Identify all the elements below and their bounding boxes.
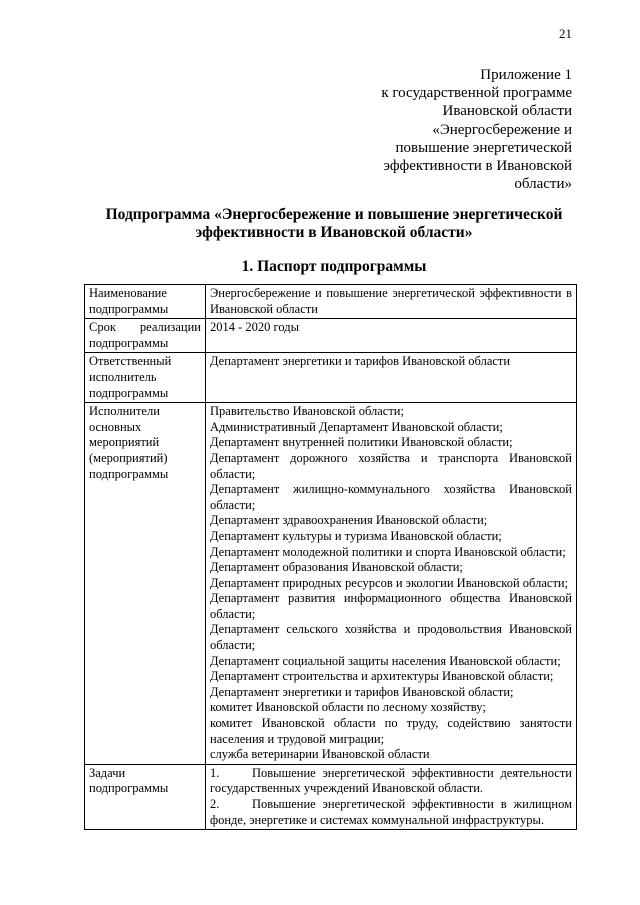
task-number: 2.: [210, 797, 220, 811]
task-number: 1.: [210, 765, 220, 780]
table-row: [85, 353, 577, 403]
table-row: [85, 764, 577, 829]
row-label: Задачи подпрограммы: [85, 764, 206, 829]
list-item: Департамент культуры и туризма Ивановской области;: [210, 528, 502, 543]
row-value: 2014 - 2020 годы: [206, 319, 577, 353]
list-item: [210, 766, 572, 797]
appendix-line: Ивановской области: [442, 103, 572, 120]
subprogram-title-line: эффективности в Ивановской области»: [195, 224, 473, 241]
appendix-line: области»: [514, 176, 572, 193]
appendix-line: эффективности в Ивановской: [383, 158, 572, 175]
row-value: Департамент энергетики и тарифов Ивановской области: [206, 353, 577, 403]
list-item: Департамент здравоохранения Ивановской области;: [210, 513, 488, 528]
task-text: Повышение энергетической эффективности в жилищном фонде, энергетике и системах коммунальной инфраструктуры.: [210, 797, 572, 827]
list-item: комитет Ивановской области по лесному хозяйству;: [210, 700, 486, 715]
row-label: Срок реализации подпрограммы: [85, 319, 206, 353]
appendix-line: к государственной программе: [381, 85, 572, 102]
list-item: Департамент жилищно-коммунального хозяйства Ивановской области;: [210, 482, 572, 512]
subprogram-title-line: Подпрограмма «Энергосбережение и повышение энергетической: [105, 206, 563, 223]
list-item: Департамент развития информационного общества Ивановской области;: [210, 591, 572, 621]
list-item: комитет Ивановской области по труду, содействию занятости населения и трудовой миграции;: [210, 716, 572, 746]
list-item: Департамент дорожного хозяйства и транспорта Ивановской области;: [210, 450, 572, 481]
task-text: Повышение энергетической эффективности деятельности государственных учреждений Ивановской области.: [210, 765, 572, 796]
table-row: [85, 285, 577, 319]
appendix-line: «Энергосбережение и: [432, 121, 572, 138]
row-label: Ответственный исполнитель подпрограммы: [85, 353, 206, 403]
appendix-line: повышение энергетической: [395, 139, 572, 156]
list-item: Департамент молодежной политики и спорта Ивановской области;: [210, 544, 566, 559]
page-number: 21: [559, 26, 572, 41]
list-item: Департамент природных ресурсов и экологии Ивановской области;: [210, 575, 569, 590]
list-item: Административный Департамент Ивановской области;: [210, 419, 503, 434]
list-item: служба ветеринарии Ивановской области: [210, 747, 430, 762]
appendix-header: [252, 66, 572, 193]
tasks-list: [206, 764, 577, 829]
list-item: Департамент сельского хозяйства и продовольствия Ивановской области;: [210, 622, 572, 653]
appendix-line: Приложение 1: [480, 67, 572, 83]
list-item: Департамент социальной защиты населения Ивановской области;: [210, 653, 561, 668]
passport-table: [84, 284, 577, 830]
list-item: [210, 797, 572, 828]
row-label: Исполнители основных мероприятий (мероприятий) подпрограммы: [85, 403, 206, 765]
subprogram-title: [86, 206, 582, 242]
table-row: [85, 319, 577, 353]
list-item: Департамент образования Ивановской области;: [210, 560, 463, 575]
table-row: [85, 403, 577, 765]
list-item: Департамент энергетики и тарифов Ивановской области;: [210, 684, 514, 699]
row-label: Наименование подпрограммы: [85, 285, 206, 319]
section-title: 1. Паспорт подпрограммы: [241, 258, 427, 275]
executors-list: [206, 403, 577, 765]
list-item: Правительство Ивановской области;: [210, 404, 404, 419]
list-item: Департамент внутренней политики Ивановской области;: [210, 435, 513, 450]
row-value: Энергосбережение и повышение энергетической эффективности в Ивановской области: [206, 285, 577, 319]
list-item: Департамент строительства и архитектуры Ивановской области;: [210, 669, 554, 684]
